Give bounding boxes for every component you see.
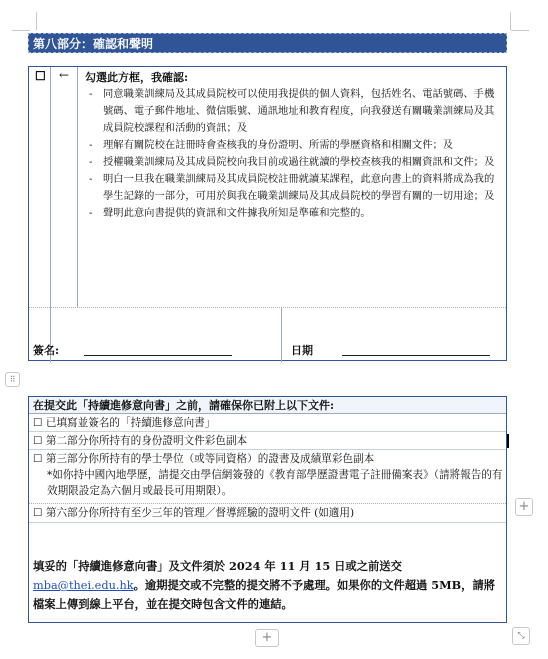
date-label: 日期 <box>291 344 313 357</box>
document-item-text: ☐ 第三部分你所持有的學士學位（或等同資格）的證書及成績單彩色副本 <box>33 453 375 465</box>
crop-mark-top-left <box>30 12 37 30</box>
section-heading[interactable]: 第八部分：確認和聲明 <box>28 33 507 53</box>
declaration-title: 勾選此方框，我確認: <box>85 71 189 84</box>
add-row-button[interactable]: + <box>255 629 279 647</box>
declaration-bullet-list <box>85 86 499 222</box>
declaration-bullet: - 聲明此意向書提供的資訊和文件據我所知是準確和完整的。 <box>89 207 371 219</box>
resize-handle-icon[interactable]: ⤡ <box>512 627 530 645</box>
document-item[interactable]: ☐ 第二部分你所持有的身份證明文件彩色副本 <box>29 433 506 450</box>
signature-label: 簽名: <box>33 344 60 357</box>
crop-mark-top-right <box>510 12 529 30</box>
table-drag-handle-icon[interactable]: ⠿ <box>5 372 20 387</box>
table-column-divider <box>50 67 51 362</box>
arrow-left-icon: ← <box>59 68 70 82</box>
declaration-table <box>28 66 507 361</box>
email-link[interactable]: mba@thei.edu.hk <box>33 579 134 592</box>
declaration-bullet: - 授權職業訓練局及其成員院校向我目前或過往就讀的學校查核我的相關資訊和文件；及 <box>89 156 495 168</box>
notice-text: 。逾期提交或不完整的提交將不予處理。如果你的文件超過 5MB，請將檔案上傳到線上平台，並在提交時包含文件的連結。 <box>33 578 496 611</box>
documents-heading: 在提交此「持續進修意向書」之前，請確保你已附上以下文件: <box>29 397 506 414</box>
notice-text: 填妥的「持續進修意向書」及文件須於 2024 年 11 月 15 日或之前送交 <box>33 559 402 573</box>
signature-field[interactable] <box>84 355 232 356</box>
table-column-divider <box>281 307 282 362</box>
declaration-bullet: - 理解有關院校在註冊時會查核我的身份證明、所需的學歷資格和相關文件；及 <box>89 139 454 151</box>
row-divider <box>29 307 506 308</box>
crop-mark-top-right-h <box>511 30 529 31</box>
declaration-bullet: - 明白一旦我在職業訓練局及其成員院校註冊就讀某課程，此意向書上的資料將成為我的學生記錄的一部分，可用於與我在職業訓練局及其成員院校的學習有關的一切用途；及 <box>89 173 495 202</box>
documents-table <box>28 396 507 623</box>
declaration-bullet: - 同意職業訓練局及其成員院校可以使用我提供的個人資料，包括姓名、電話號碼、手機號碼、電子郵件地址、微信賬號、通訊地址和教育程度，向我發送有關職業訓練局及其成員院校課程和活動的資訊；及 <box>89 88 495 134</box>
submission-notice <box>33 557 503 614</box>
document-item[interactable] <box>29 451 506 504</box>
declaration-checkbox[interactable]: ☐ <box>35 69 46 83</box>
table-column-divider <box>77 67 78 307</box>
date-field[interactable] <box>342 355 490 356</box>
text-cursor <box>507 434 509 448</box>
crop-mark-top-left-h <box>12 30 30 31</box>
document-item[interactable]: ☐ 已填寫並簽名的「持續進修意向書」 <box>29 415 506 432</box>
document-item[interactable]: ☐ 第六部分你所持有至少三年的管理／督導經驗的證明文件 (如適用) <box>29 505 506 523</box>
add-column-button[interactable]: + <box>515 498 533 516</box>
document-note: *如你持中國內地學歷，請提交由學信網簽發的《教育部學歷證書電子註冊備案表》（請將報告的有效期限設定為六個月或最長可用期限）。 <box>47 469 503 497</box>
